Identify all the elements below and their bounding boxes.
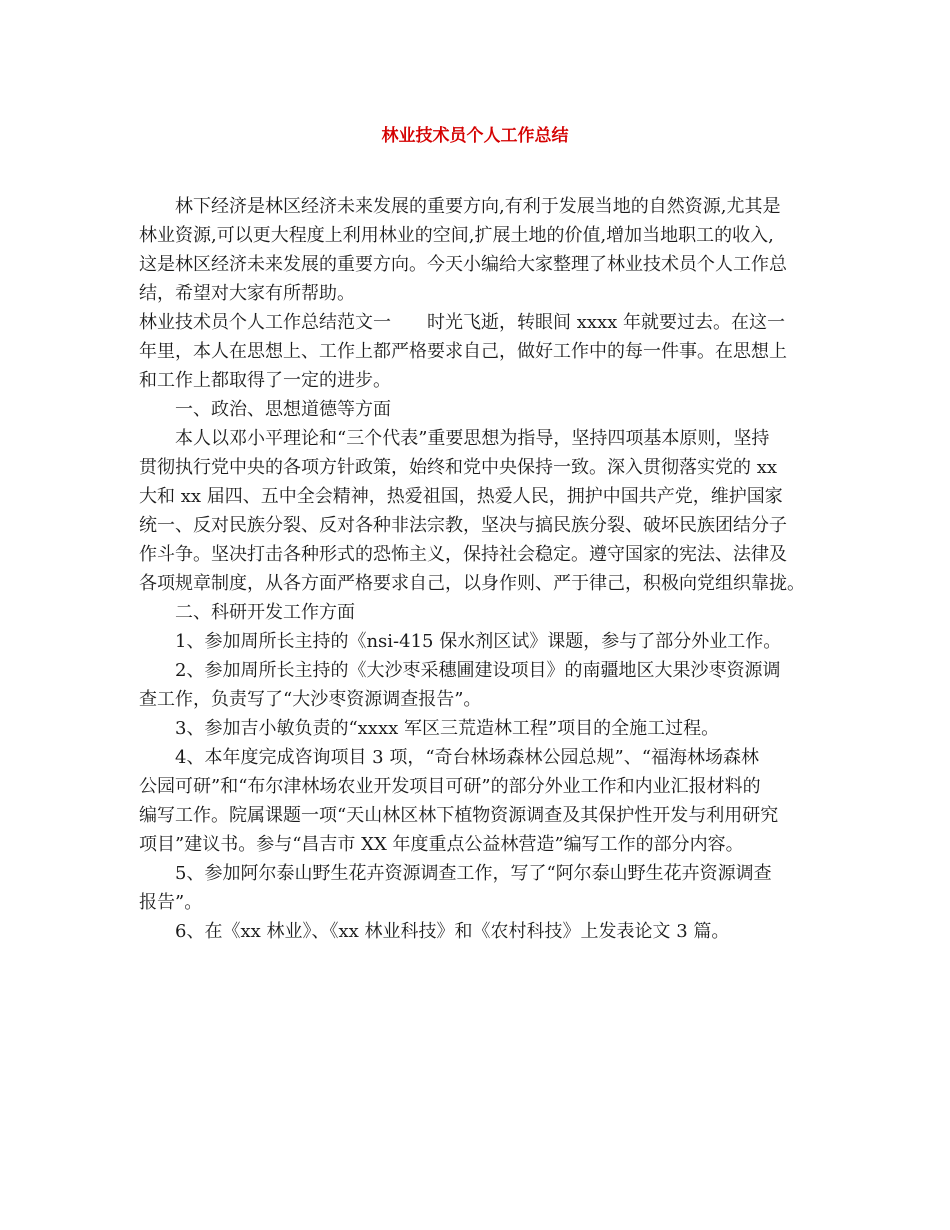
text-line-content: 结，希望对大家有所帮助。 <box>139 283 355 304</box>
text-line <box>139 627 819 656</box>
text-line-content: 和工作上都取得了一定的进步。 <box>139 370 391 391</box>
text-line <box>139 743 819 772</box>
text-line <box>139 366 819 395</box>
text-line-content: 本人以邓小平理论和“三个代表”重要思想为指导，坚持四项基本原则，坚持 <box>175 428 770 449</box>
document-title: 林业技术员个人工作总结 <box>381 126 569 146</box>
text-line <box>139 337 819 366</box>
text-line-content: 林业资源,可以更大程度上利用林业的空间,扩展土地的价值,增加当地职工的收入, <box>139 225 774 246</box>
text-line-content: 林下经济是林区经济未来发展的重要方向,有利于发展当地的自然资源,尤其是 <box>175 196 781 217</box>
text-line-content: 大和 xx 届四、五中全会精神，热爱祖国，热爱人民，拥护中国共产党，维护国家 <box>139 486 783 507</box>
text-line-content: 这是林区经济未来发展的重要方向。今天小编给大家整理了林业技术员个人工作总 <box>139 254 787 275</box>
text-line <box>139 888 819 917</box>
text-line-content: 1、参加周所长主持的《nsi-415 保水剂区试》课题，参与了部分外业工作。 <box>175 631 782 652</box>
text-line <box>139 656 819 685</box>
text-line-content: 年里，本人在思想上、工作上都严格要求自己，做好工作中的每一件事。在思想上 <box>139 341 787 362</box>
text-line <box>139 424 819 453</box>
text-line <box>139 250 819 279</box>
text-line <box>139 859 819 888</box>
text-line <box>139 714 819 743</box>
text-line-content: 查工作，负责写了“大沙枣资源调查报告”。 <box>139 689 482 710</box>
text-line <box>139 308 819 337</box>
text-line-content: 5、参加阿尔泰山野生花卉资源调查工作，写了“阿尔泰山野生花卉资源调查 <box>175 863 772 884</box>
text-line <box>139 279 819 308</box>
text-line-content: 公园可研”和“布尔津林场农业开发项目可研”的部分外业工作和内业汇报材料的 <box>139 776 761 797</box>
text-line-content: 6、在《xx 林业》、《xx 林业科技》和《农村科技》上发表论文 3 篇。 <box>175 921 730 942</box>
text-line-continuation: 时光飞逝，转眼间 xxxx 年就要过去。在这一 <box>427 312 786 333</box>
text-line <box>139 569 819 598</box>
text-line <box>139 453 819 482</box>
text-line <box>139 917 819 946</box>
text-line <box>139 192 819 221</box>
text-line <box>139 830 819 859</box>
text-line <box>139 511 819 540</box>
document-body <box>139 192 819 946</box>
text-line <box>139 395 819 424</box>
text-line <box>139 598 819 627</box>
text-line-content: 项目”建议书。参与“昌吉市 XX 年度重点公益林营造”编写工作的部分内容。 <box>139 834 744 855</box>
text-line <box>139 221 819 250</box>
text-line-content: 二、科研开发工作方面 <box>175 602 355 623</box>
text-line-content: 报告”。 <box>139 892 203 913</box>
text-line <box>139 801 819 830</box>
text-line-content: 作斗争。坚决打击各种形式的恐怖主义，保持社会稳定。遵守国家的宪法、法律及 <box>139 544 787 565</box>
text-line-content: 3、参加吉小敏负责的“xxxx 军区三荒造林工程”项目的全施工过程。 <box>175 718 720 739</box>
text-line-content: 2、参加周所长主持的《大沙枣采穗圃建设项目》的南疆地区大果沙枣资源调 <box>175 660 781 681</box>
text-line <box>139 772 819 801</box>
text-line-content: 4、本年度完成咨询项目 3 项，“奇台林场森林公园总规”、“福海林场森林 <box>175 747 759 768</box>
text-line-content: 编写工作。院属课题一项“天山林区林下植物资源调查及其保护性开发与利用研究 <box>139 805 779 826</box>
text-line-content: 林业技术员个人工作总结范文一 <box>139 312 391 333</box>
text-line-content: 一、政治、思想道德等方面 <box>175 399 391 420</box>
text-line <box>139 540 819 569</box>
text-line-content: 贯彻执行党中央的各项方针政策，始终和党中央保持一致。深入贯彻落实党的 xx <box>139 457 778 478</box>
text-line-content: 各项规章制度，从各方面严格要求自己，以身作则、严于律己，积极向党组织靠拢。 <box>139 573 805 594</box>
text-line <box>139 482 819 511</box>
text-line <box>139 685 819 714</box>
text-line-content: 统一、反对民族分裂、反对各种非法宗教，坚决与搞民族分裂、破坏民族团结分子 <box>139 515 787 536</box>
